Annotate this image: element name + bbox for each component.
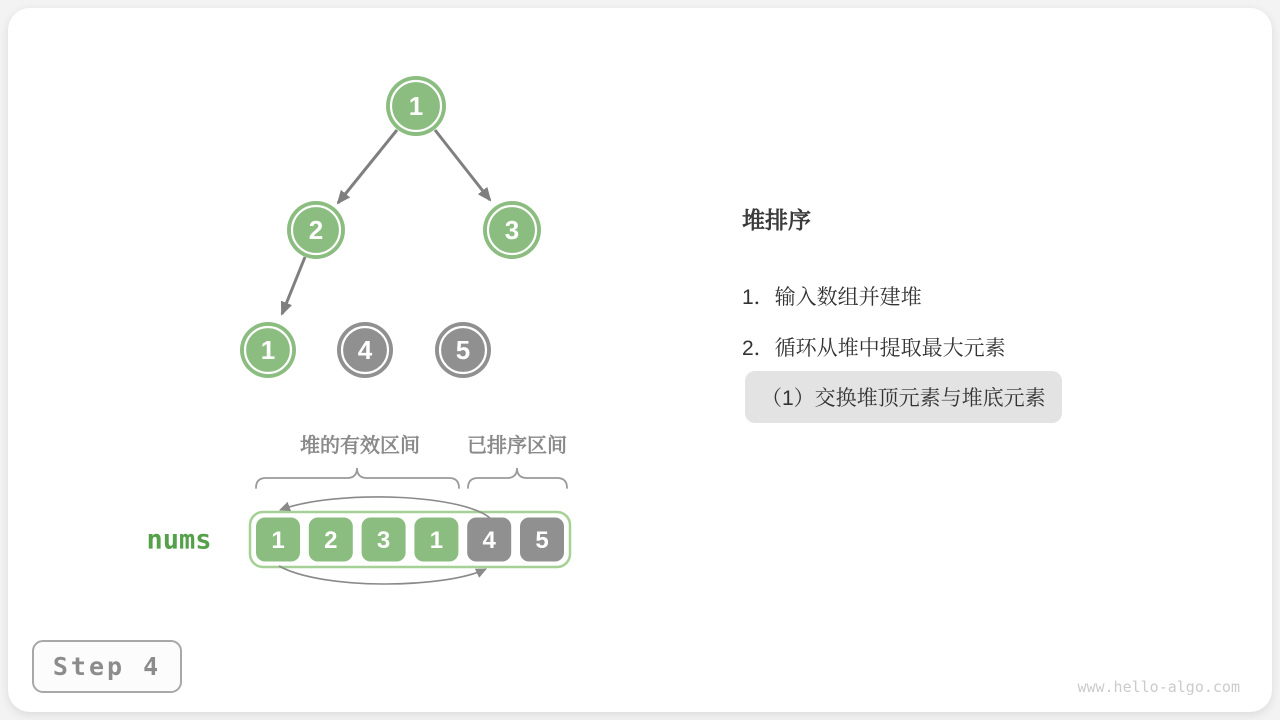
node-value: 1 (408, 91, 424, 122)
tree-node (483, 201, 541, 259)
heap-region-label: 堆的有效区间 (300, 435, 420, 457)
node-value: 2 (308, 215, 324, 246)
array-cell (414, 518, 458, 562)
watermark: www.hello-algo.com (1077, 678, 1240, 696)
array-cell (256, 518, 300, 562)
tree-node (435, 322, 491, 378)
tree-edge (282, 257, 305, 314)
cell-value: 4 (482, 526, 496, 554)
tree-node (240, 322, 296, 378)
cell-value: 1 (429, 526, 444, 554)
sorted-region-brace (468, 468, 567, 488)
node-value: 3 (504, 215, 520, 246)
tree-node (386, 76, 446, 136)
array-visualization (146, 497, 570, 584)
step-item-2: 2．循环从堆中提取最大元素 (742, 337, 1006, 360)
heap-tree (240, 76, 541, 378)
substep-highlight: （1）交换堆顶元素与堆底元素 (745, 371, 1062, 423)
array-label: nums (146, 524, 212, 556)
tree-edge (338, 130, 397, 203)
array-cell (362, 518, 406, 562)
node-value: 4 (357, 335, 373, 366)
array-cell (520, 518, 564, 562)
node-value: 5 (455, 335, 471, 366)
array-regions (256, 433, 567, 488)
cell-value: 1 (271, 526, 285, 554)
tree-edge (435, 130, 490, 200)
cell-value: 2 (324, 526, 338, 554)
cell-value: 5 (535, 526, 549, 554)
tree-node (287, 201, 345, 259)
cell-value: 3 (376, 526, 391, 554)
step-item-1: 1．输入数组并建堆 (742, 286, 922, 309)
swap-arrow-bottom (279, 566, 486, 584)
panel-title: 堆排序 (742, 207, 811, 233)
heap-region-brace (256, 468, 459, 488)
sorted-region-label: 已排序区间 (467, 435, 567, 457)
step-badge: Step 4 (32, 640, 182, 693)
array-cell (309, 518, 353, 562)
node-value: 1 (260, 335, 276, 366)
array-cell (467, 518, 511, 562)
tree-node (337, 322, 393, 378)
